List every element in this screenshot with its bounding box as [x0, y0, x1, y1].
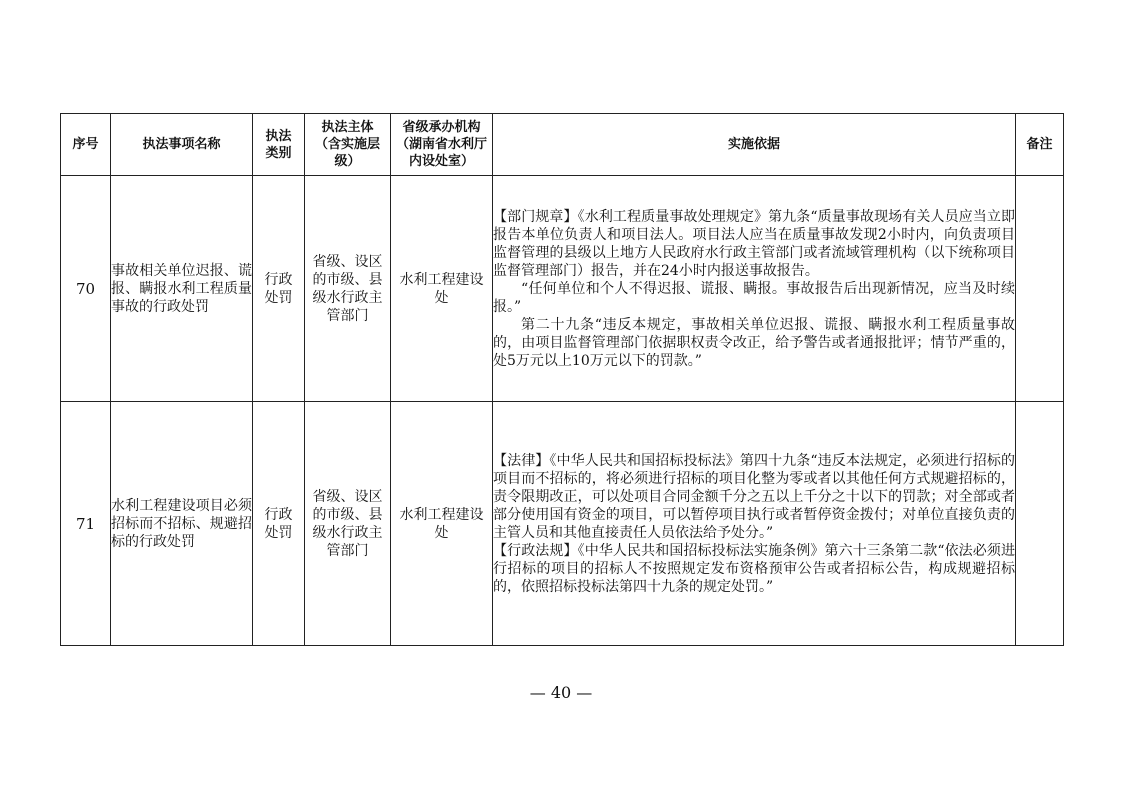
header-provincial-office: 省级承办机构（湖南省水利厅内设处室）	[391, 114, 493, 176]
enforcement-category: 行政处罚	[253, 402, 305, 646]
implementation-basis	[493, 402, 1016, 646]
basis-paragraph: “任何单位和个人不得迟报、谎报、瞒报。事故报告后出现新情况，应当及时续报。”	[493, 280, 1015, 315]
header-basis: 实施依据	[493, 114, 1016, 176]
row-number: 71	[61, 402, 111, 646]
remark-cell	[1016, 402, 1064, 646]
header-seq: 序号	[61, 114, 111, 176]
basis-paragraph: 【行政法规】《中华人民共和国招标投标法实施条例》第六十三条第二款“依法必须进行招标的项目的招标人不按照规定发布资格预审公告或者招标公告，构成规避招标的，依照招标投标法第四十九条的规定处罚。”	[493, 542, 1015, 595]
basis-paragraph: 【法律】《中华人民共和国招标投标法》第四十九条“违反本法规定，必须进行招标的项目而不招标的，将必须进行招标的项目化整为零或者以其他任何方式规避招标的，责令限期改正，可以处项目合同金额千分之五以上千分之十以下的罚款；对全部或者部分使用国有资金的项目，可以暂停项目执行或者暂停资金拨付；对单位直接负责的主管人员和其他直接责任人员依法给予处分。”	[493, 452, 1015, 541]
table-row	[61, 176, 1064, 402]
basis-paragraph: 【部门规章】《水利工程质量事故处理规定》第九条“质量事故现场有关人员应当立即报告本单位负责人和项目法人。项目法人应当在质量事故发现2小时内，向负责项目监督管理的县级以上地方人民政府水行政主管部门或者流域管理机构（以下统称项目监督管理部门）报告，并在24小时内报送事故报告。	[493, 208, 1015, 279]
implementation-basis	[493, 176, 1016, 402]
basis-paragraph: 第二十九条“违反本规定，事故相关单位迟报、谎报、瞒报水利工程质量事故的，由项目监督管理部门依据职权责令改正，给予警告或者通报批评；情节严重的，处5万元以上10万元以下的罚款。”	[493, 316, 1015, 369]
enforcement-table	[60, 113, 1064, 646]
row-number: 70	[61, 176, 111, 402]
item-name: 事故相关单位迟报、谎报、瞒报水利工程质量事故的行政处罚	[111, 176, 253, 402]
table-row	[61, 402, 1064, 646]
enforcement-category: 行政处罚	[253, 176, 305, 402]
header-item-name: 执法事项名称	[111, 114, 253, 176]
page-number: — 40 —	[529, 683, 593, 702]
header-category: 执法类别	[253, 114, 305, 176]
provincial-office: 水利工程建设处	[391, 176, 493, 402]
header-remark: 备注	[1016, 114, 1064, 176]
remark-cell	[1016, 176, 1064, 402]
header-row	[61, 114, 1064, 176]
enforcement-subject: 省级、设区的市级、县级水行政主管部门	[305, 402, 391, 646]
provincial-office: 水利工程建设处	[391, 402, 493, 646]
header-subject: 执法主体（含实施层级）	[305, 114, 391, 176]
item-name: 水利工程建设项目必须招标而不招标、规避招标的行政处罚	[111, 402, 253, 646]
enforcement-subject: 省级、设区的市级、县级水行政主管部门	[305, 176, 391, 402]
